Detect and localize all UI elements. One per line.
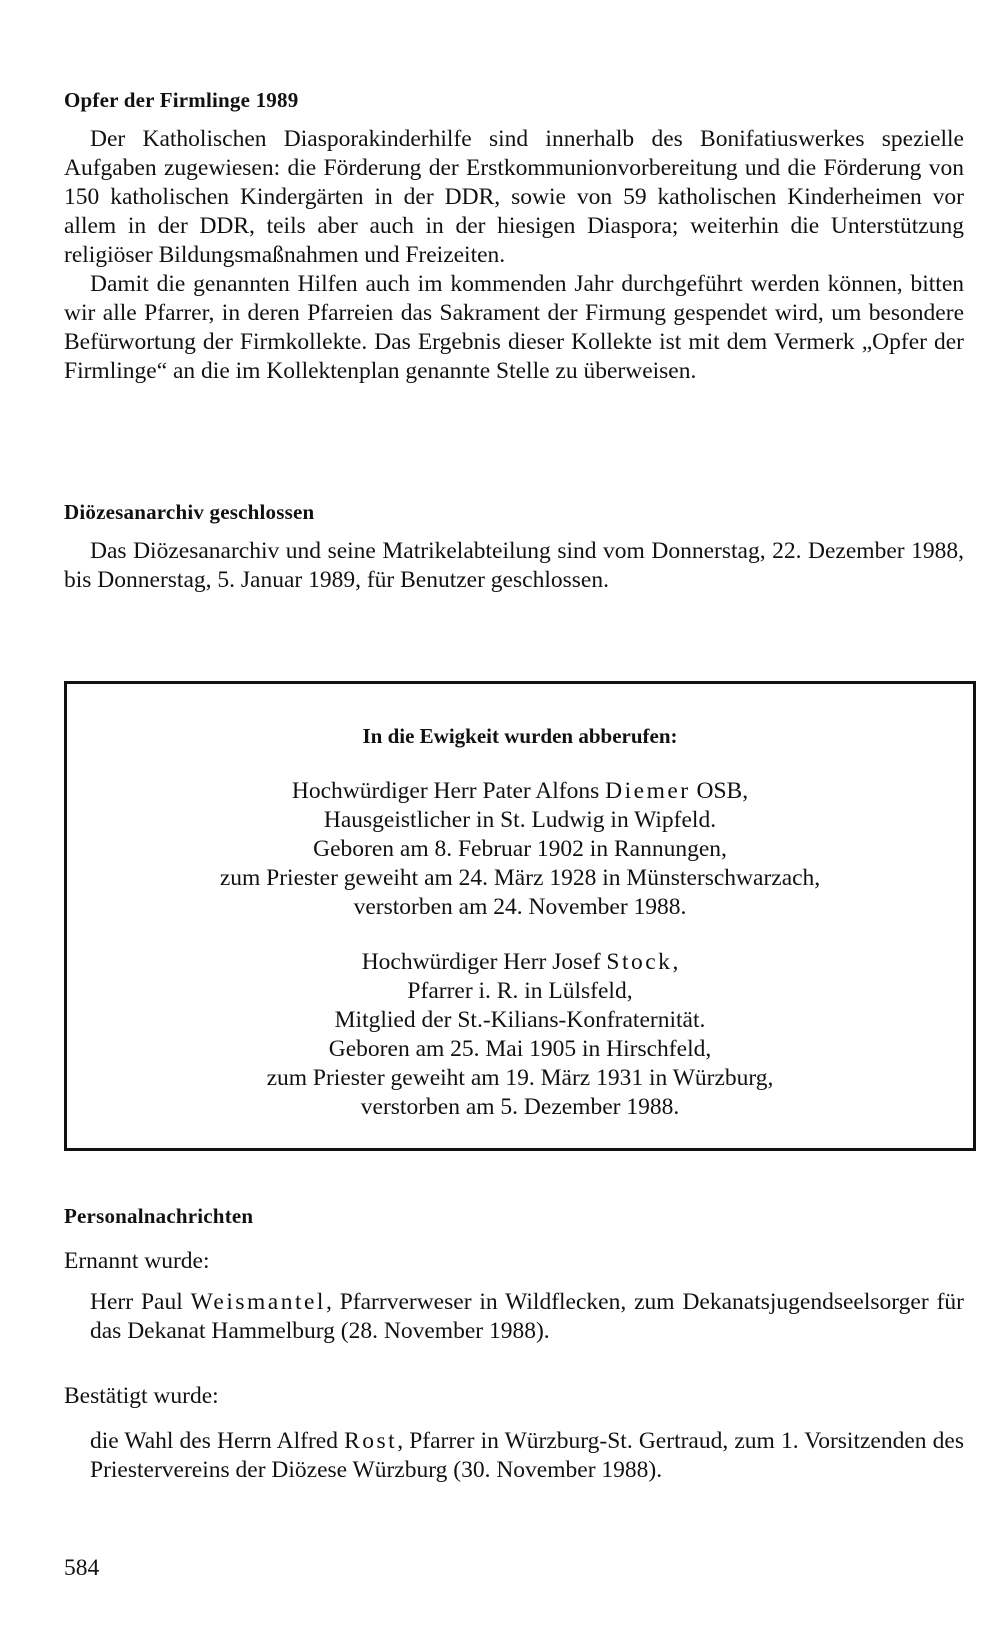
section-heading: Personalnachrichten (64, 1204, 254, 1228)
bestaetigt-text: , Pfarrer in Würzburg-St. Gertraud, zum 1. Vorsitzenden des Priestervereins der Diözese Würzburg (30. November 1988). (90, 1428, 964, 1483)
entry-title-prefix: Hochwürdiger Herr Pater Alfons (291, 778, 606, 804)
entry-surname: Stock (606, 949, 673, 975)
entry-line: verstorben am 5. Dezember 1988. (360, 1094, 680, 1120)
entry-line: zum Priester geweiht am 24. März 1928 in Münsterschwarzach, (219, 865, 821, 891)
entry-line: zum Priester geweiht am 19. März 1931 in Würzburg, (266, 1065, 774, 1091)
obituary-entry (67, 948, 973, 1122)
bestaetigt-paragraph (90, 1427, 964, 1485)
obituary-box (64, 681, 976, 1151)
obituary-entry (67, 777, 973, 922)
entry-line: Geboren am 25. Mai 1905 in Hirschfeld, (328, 1036, 712, 1062)
section-archiv (64, 500, 964, 595)
paragraph: Das Diözesanarchiv und seine Matrikelabteilung sind vom Donnerstag, 22. Dezember 1988, bis Donnerstag, 5. Januar 1989, für Benutzer geschlossen. (64, 538, 964, 593)
section-opfer (64, 88, 964, 386)
bestaetigt-label: Bestätigt wurde: (64, 1383, 219, 1409)
entry-surname: Diemer (605, 778, 691, 804)
ernannt-paragraph (90, 1288, 964, 1346)
entry-title-line (67, 948, 973, 977)
ernannt-name: Weismantel (190, 1289, 326, 1315)
section-heading: Opfer der Firmlinge 1989 (64, 88, 299, 112)
entry-line: verstorben am 24. November 1988. (353, 894, 687, 920)
entry-title-prefix: Hochwürdiger Herr Josef (361, 949, 607, 975)
entry-line: Pfarrer i. R. in Lülsfeld, (407, 978, 633, 1004)
entry-title-suffix: , (672, 949, 679, 975)
entry-line: Geboren am 8. Februar 1902 in Rannungen, (313, 836, 727, 862)
obituary-heading: In die Ewigkeit wurden abberufen: (362, 724, 678, 748)
ernannt-text: , Pfarrverweser in Wildflecken, zum Dekanatsjugendseelsorger für das Dekanat Hammelburg (28. November 1988). (90, 1289, 964, 1344)
bestaetigt-name: Rost (344, 1428, 398, 1454)
entry-line: Hausgeistlicher in St. Ludwig in Wipfeld. (323, 807, 717, 833)
bestaetigt-prefix: die Wahl des Herrn Alfred (90, 1428, 345, 1454)
ernannt-prefix: Herr Paul (90, 1289, 191, 1315)
ernannt-label: Ernannt wurde: (64, 1248, 210, 1274)
page-number: 584 (64, 1555, 100, 1581)
paragraph: Der Katholischen Diasporakinderhilfe sind innerhalb des Bonifatiuswerkes spezielle Aufgaben zugewiesen: die Förderung der Erstkommunionvorbereitung und die Förderung von 150 katholischen Kindergärten in der DDR, sowie von 59 katholischen Kinderheimen vor allem in der DDR, teils aber auch in der hiesigen Diaspora; weiterhin die Unterstützung religiöser Bildungsmaßnahmen und Freizeiten. (64, 126, 964, 268)
entry-line: Mitglied der St.-Kilians-Konfraternität. (334, 1007, 706, 1033)
section-heading: Diözesanarchiv geschlossen (64, 500, 315, 524)
entry-title-line (67, 777, 973, 806)
section-personal (64, 1204, 964, 1485)
paragraph: Damit die genannten Hilfen auch im kommenden Jahr durchgeführt werden können, bitten wir alle Pfarrer, in deren Pfarreien das Sakrament der Firmung gespendet wird, um besondere Befürwortung der Firmkollekte. Das Ergebnis dieser Kollekte ist mit dem Vermerk „Opfer der Firmlinge“ an die im Kollektenplan genannte Stelle zu überweisen. (64, 271, 964, 384)
entry-title-suffix: OSB, (690, 778, 749, 804)
